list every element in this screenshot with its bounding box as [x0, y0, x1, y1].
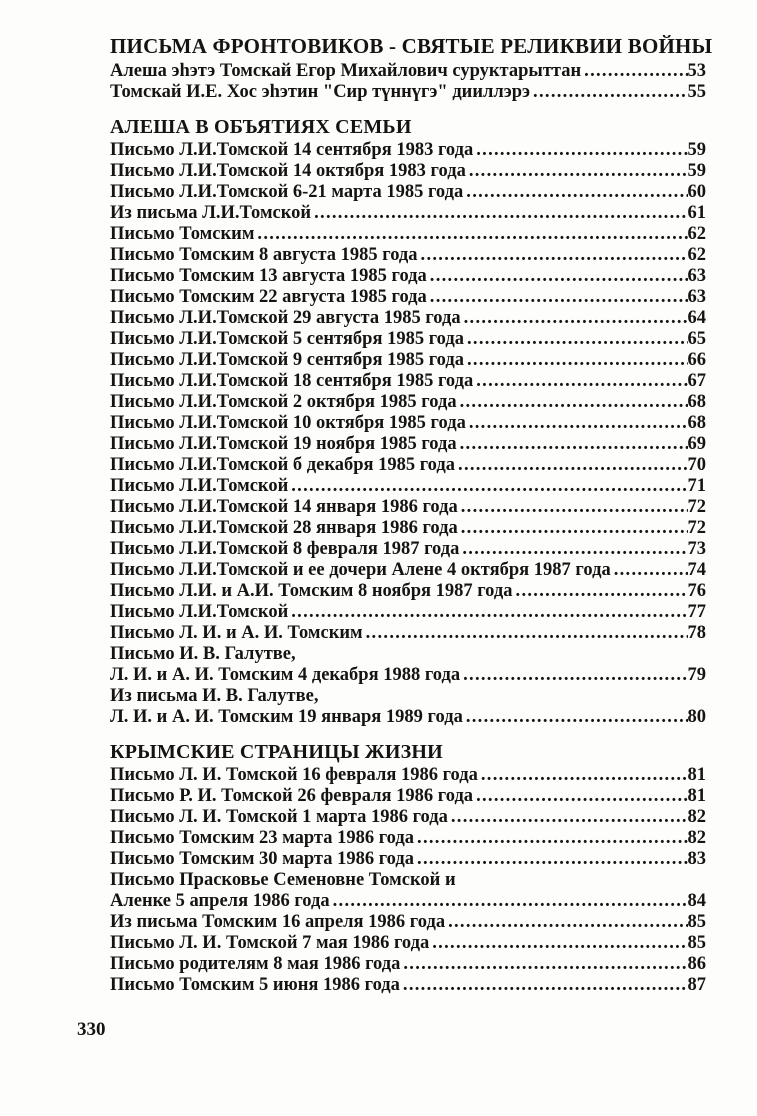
toc-entry-page: 63 [687, 266, 706, 286]
toc-entry-title: Письмо Л.И.Томской [110, 476, 289, 496]
page-number-footer: 330 [77, 1019, 106, 1040]
toc-entry-page: 62 [687, 245, 706, 265]
toc-entry-page: 64 [687, 308, 706, 328]
toc-entry-page: 81 [687, 786, 706, 806]
toc-entry-title: Письмо Л. И. Томской 1 марта 1986 года [110, 807, 448, 827]
dot-leader [330, 891, 688, 912]
toc-entry-page: 65 [687, 329, 706, 349]
toc-entry [110, 497, 706, 518]
toc-entry-page: 82 [687, 807, 706, 827]
toc-entry-page: 63 [687, 287, 706, 307]
dot-leader [400, 975, 688, 996]
toc-entry [110, 954, 706, 975]
dot-leader [448, 807, 688, 828]
toc-entry [110, 912, 706, 933]
toc-entry [110, 849, 706, 870]
toc-entry-page: 59 [687, 140, 706, 160]
toc-entry-title: Из письма Томским 16 апреля 1986 года [110, 912, 446, 932]
dot-leader [473, 786, 687, 807]
toc-entry-title: Письмо Л.И.Томской 14 января 1986 года [110, 497, 458, 517]
dot-leader [513, 581, 688, 602]
toc-entry-page: 83 [687, 849, 706, 869]
toc-entry [110, 245, 706, 266]
toc-entry-page: 60 [687, 182, 706, 202]
dot-leader [311, 203, 687, 224]
dot-leader [445, 912, 687, 933]
toc-entry [110, 61, 706, 82]
toc-entry [110, 224, 706, 245]
toc-entry-title: Письмо Л.И.Томской 19 ноября 1985 года [110, 434, 457, 454]
toc-entry [110, 623, 706, 644]
toc-entry-page: 71 [687, 476, 706, 496]
toc-entry-page: 85 [687, 912, 706, 932]
toc-entry-title: Письмо Л.И.Томской 9 сентября 1985 года [110, 350, 464, 370]
toc-entry [110, 371, 706, 392]
toc-entry [110, 581, 706, 602]
toc-entry-title: Письмо Л. И. Томской 16 февраля 1986 года [110, 765, 478, 785]
toc-entry-title: Л. И. и А. И. Томским 4 декабря 1988 года [110, 665, 461, 685]
toc-entry [110, 350, 706, 371]
toc-entry-title: Письмо Л.И.Томской б декабря 1985 года [110, 455, 456, 475]
toc-entry-page: 53 [687, 61, 706, 81]
toc-entry-title: Письмо Л.И.Томской 8 февраля 1987 года [110, 539, 460, 559]
toc-entry [110, 203, 706, 224]
dot-leader [473, 140, 687, 161]
toc-entry [110, 434, 706, 455]
toc-entry-title: Томскай И.Е. Хос эһэтин "Сир түннүгэ" дииллэрэ [110, 82, 531, 102]
toc-entry [110, 786, 706, 807]
section-heading: ПИСЬМА ФРОНТОВИКОВ - СВЯТЫЕ РЕЛИКВИИ ВОЙНЫ [110, 34, 713, 58]
toc-entry-title: Письмо Томским 22 августа 1985 года [110, 287, 427, 307]
toc-entry-page: 68 [687, 413, 706, 433]
toc-entry-title: Письмо Л.И.Томской 10 октября 1985 года [110, 413, 466, 433]
toc-entry-page: 80 [687, 707, 706, 727]
toc-section [110, 115, 706, 728]
toc-entry [110, 392, 706, 413]
toc-entry-page: 62 [687, 224, 706, 244]
toc-entry-title: Письмо Л.И.Томской 5 сентября 1985 года [110, 329, 464, 349]
dot-leader [414, 849, 687, 870]
toc-entry-page: 69 [687, 434, 706, 454]
toc-entry [110, 765, 706, 786]
section-heading: АЛЕША В ОБЪЯТИЯХ СЕМЬИ [110, 116, 412, 138]
toc-entry [110, 665, 706, 686]
toc-entry-page: 86 [687, 954, 706, 974]
toc-entry-page: 81 [687, 765, 706, 785]
dot-leader [581, 61, 687, 82]
toc-entry [110, 602, 706, 623]
toc-entry-page: 87 [687, 975, 706, 995]
toc-entry [110, 455, 706, 476]
toc-entry-page: 72 [687, 497, 706, 517]
toc-entry [110, 476, 706, 497]
toc-entry-page: 78 [687, 623, 706, 643]
toc-entry-page: 67 [687, 371, 706, 391]
dot-leader [418, 245, 688, 266]
toc-entry-title: Письмо Л.И.Томской 14 сентября 1983 года [110, 140, 474, 160]
toc-entry-page: 82 [687, 828, 706, 848]
dot-leader [254, 224, 687, 245]
toc-entry [110, 518, 706, 539]
toc-entry [110, 707, 706, 728]
toc-entry-page: 79 [687, 665, 706, 685]
toc-entry-title: Письмо Л.И.Томской 2 октября 1985 года [110, 392, 457, 412]
dot-leader [466, 413, 688, 434]
toc-entry-page: 74 [687, 560, 706, 580]
toc-entry-title: Письмо Л.И.Томской 28 января 1986 года [110, 518, 458, 538]
toc-entry-page: 85 [687, 933, 706, 953]
toc-entry-title: Письмо Л.И.Томской 6-21 марта 1985 года [110, 182, 464, 202]
toc-entry [110, 539, 706, 560]
dot-leader [414, 828, 687, 849]
toc-entry-page: 73 [687, 539, 706, 559]
toc-entry [110, 686, 706, 707]
dot-leader [464, 329, 688, 350]
toc-entry [110, 140, 706, 161]
toc-entry-page: 68 [687, 392, 706, 412]
dot-leader [427, 287, 688, 308]
section-heading: КРЫМСКИЕ СТРАНИЦЫ ЖИЗНИ [110, 741, 443, 763]
toc-entry-title: Из письма И. В. Галутве, [110, 686, 319, 706]
toc-entry-title: Письмо Л.И.Томской 14 октября 1983 года [110, 161, 466, 181]
toc-entry-title: Л. И. и А. И. Томским 19 января 1989 года [110, 707, 463, 727]
toc-entry [110, 870, 706, 891]
toc-entry-title: Письмо Л. И. Томской 7 мая 1986 года [110, 933, 430, 953]
dot-leader [466, 161, 688, 182]
toc-entry-title: Письмо Р. И. Томской 26 февраля 1986 года [110, 786, 474, 806]
dot-leader [429, 933, 687, 954]
toc-entry-title: Письмо Л.И. и А.И. Томским 8 ноября 1987 года [110, 581, 513, 601]
dot-leader [458, 497, 688, 518]
dot-leader [288, 476, 687, 497]
toc-entry [110, 933, 706, 954]
toc-entry-title: Письмо И. В. Галутве, [110, 644, 296, 664]
toc-entry [110, 828, 706, 849]
dot-leader [463, 707, 688, 728]
toc-entry-title: Письмо Л. И. и А. И. Томским [110, 623, 363, 643]
toc-entry-title: Аленке 5 апреля 1986 года [110, 891, 330, 911]
toc-entry-page: 72 [687, 518, 706, 538]
toc-entry-title: Из письма Л.И.Томской [110, 203, 312, 223]
toc-section [110, 33, 713, 103]
dot-leader [460, 665, 687, 686]
toc-entry-page: 70 [687, 455, 706, 475]
dot-leader [611, 560, 688, 581]
toc-entry-title: Письмо Прасковье Семеновне Томской и [110, 870, 456, 890]
toc-entry [110, 182, 706, 203]
dot-leader [461, 308, 688, 329]
dot-leader [473, 371, 687, 392]
toc-entry-page: 66 [687, 350, 706, 370]
toc-entry [110, 329, 706, 350]
dot-leader [463, 182, 687, 203]
dot-leader [478, 765, 688, 786]
dot-leader [457, 434, 688, 455]
toc-entry-page: 55 [687, 82, 706, 102]
dot-leader [459, 539, 687, 560]
dot-leader [427, 266, 688, 287]
dot-leader [458, 518, 688, 539]
toc-section [110, 740, 706, 996]
toc-entry-page: 84 [687, 891, 706, 911]
toc-content [110, 33, 713, 996]
toc-entry [110, 644, 706, 665]
dot-leader [530, 82, 687, 103]
toc-entry-title: Алеша эһэтэ Томскай Егор Михайлович суруктарыттан [110, 61, 582, 81]
toc-entry-title: Письмо Л.И.Томской 18 сентября 1985 года [110, 371, 474, 391]
toc-entry-title: Письмо Томским 13 августа 1985 года [110, 266, 427, 286]
dot-leader [464, 350, 688, 371]
dot-leader [363, 623, 688, 644]
dot-leader [457, 392, 688, 413]
toc-entry [110, 975, 706, 996]
toc-entry-title: Письмо родителям 8 мая 1986 года [110, 954, 401, 974]
toc-entry-page: 77 [687, 602, 706, 622]
toc-entry-page: 59 [687, 161, 706, 181]
toc-entry [110, 161, 706, 182]
toc-entry-title: Письмо Томским 30 марта 1986 года [110, 849, 415, 869]
toc-entry-page: 76 [687, 581, 706, 601]
dot-leader [400, 954, 687, 975]
toc-entry [110, 807, 706, 828]
toc-entry-title: Письмо Л.И.Томской 29 августа 1985 года [110, 308, 461, 328]
toc-entry-title: Письмо Л.И.Томской и ее дочери Алене 4 октября 1987 года [110, 560, 611, 580]
dot-leader [455, 455, 687, 476]
toc-entry [110, 413, 706, 434]
toc-entry-title: Письмо Томским 5 июня 1986 года [110, 975, 400, 995]
toc-entry [110, 891, 706, 912]
toc-entry [110, 82, 706, 103]
toc-entry-title: Письмо Томским 23 марта 1986 года [110, 828, 415, 848]
dot-leader [288, 602, 687, 623]
toc-entry [110, 308, 706, 329]
toc-entry-title: Письмо Томским [110, 224, 255, 244]
toc-entry [110, 287, 706, 308]
toc-entry-title: Письмо Л.И.Томской [110, 602, 289, 622]
toc-entry [110, 266, 706, 287]
toc-entry [110, 560, 706, 581]
toc-entry-title: Письмо Томским 8 августа 1985 года [110, 245, 418, 265]
toc-entry-page: 61 [687, 203, 706, 223]
